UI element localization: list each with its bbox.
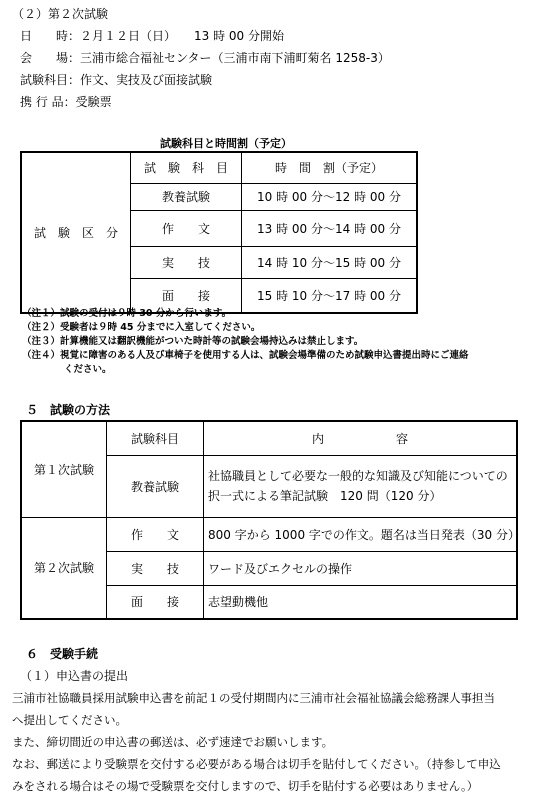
timetable xyxy=(20,151,418,314)
col-time: 時 間 割（予定） xyxy=(242,152,418,183)
table-cell: 作 文 xyxy=(107,517,204,551)
note-1: （注１）試験の受付は９時 30 分から行います。 xyxy=(22,308,232,319)
procedure-p1-cont: へ提出してください。 xyxy=(12,713,127,727)
procedure-p1: 三浦市社協職員採用試験申込書を前記１の受付期間内に三浦市社会福祉協議会総務課人事担当 xyxy=(12,691,495,705)
table-cell: 実 技 xyxy=(107,551,204,585)
table-cell: 13 時 00 分～14 時 00 分 xyxy=(242,210,418,246)
table-cell: 面 接 xyxy=(131,278,242,313)
col-subject: 試 験 科 目 xyxy=(131,152,242,183)
exam-date: 日 時：２月１２日（日） 13 時 00 分開始 xyxy=(20,29,284,43)
note-3: （注３）計算機能又は翻訳機能がついた時計等の試験会場持込みは禁止します。 xyxy=(22,336,364,347)
table-cell: 実 技 xyxy=(131,246,242,278)
exam-venue: 会 場：三浦市総合福祉センター（三浦市南下浦町菊名 1258-3） xyxy=(20,51,390,65)
table-cell: 15 時 10 分～17 時 00 分 xyxy=(242,278,418,313)
note-4: （注４）視覚に障害のある人及び車椅子を使用する人は、試験会場準備のため試験申込書提出時にご連絡 xyxy=(22,350,469,361)
note-2: （注２）受験者は９時 45 分までに入室してください。 xyxy=(22,322,261,333)
procedure-p3-cont: みをされる場合はその場で受験票を交付しますので、切手を貼付する必要はありません。） xyxy=(12,779,479,793)
second-exam-heading: （２）第２次試験 xyxy=(12,7,109,21)
exam-subjects: 試験科目：作文、実技及び面接試験 xyxy=(20,73,213,87)
first-stage: 第１次試験 xyxy=(21,421,107,517)
table-cell: 10 時 00 分～12 時 00 分 xyxy=(242,183,418,210)
second-stage: 第２次試験 xyxy=(21,517,107,619)
table-cell: 教養試験 xyxy=(131,183,242,210)
procedure-heading: ６ 受験手続 xyxy=(26,647,99,661)
procedure-p2: また、締切間近の申込書の郵送は、必ず速達でお願いします。 xyxy=(12,735,334,749)
col-subject: 試験科目 xyxy=(107,421,204,455)
timetable-title: 試験科目と時間割（予定） xyxy=(160,137,292,150)
row-header: 試 験 区 分 xyxy=(21,152,131,313)
table-cell: 教養試験 xyxy=(107,455,204,517)
table-cell: 作 文 xyxy=(131,210,242,246)
exam-items: 携 行 品：受験票 xyxy=(20,95,112,109)
note-4-cont: ください。 xyxy=(64,364,112,375)
table-cell: 社協職員として必要な一般的な知識及び知能についての択一式による筆記試験 120 問（120 分） xyxy=(204,455,518,517)
table-cell: 14 時 10 分～15 時 00 分 xyxy=(242,246,418,278)
procedure-p3: なお、郵送により受験票を交付する必要がある場合は切手を貼付してください。（持参して申込 xyxy=(12,757,501,771)
method-table xyxy=(20,420,518,620)
table-cell: ワード及びエクセルの操作 xyxy=(204,551,518,585)
table-cell: 面 接 xyxy=(107,585,204,619)
procedure-sub: （１）申込書の提出 xyxy=(20,669,129,683)
table-cell: 800 字から 1000 字での作文。題名は当日発表（30 分） xyxy=(204,517,518,551)
table-cell: 志望動機他 xyxy=(204,585,518,619)
col-content: 内 容 xyxy=(204,421,518,455)
method-heading: ５ 試験の方法 xyxy=(26,403,111,417)
